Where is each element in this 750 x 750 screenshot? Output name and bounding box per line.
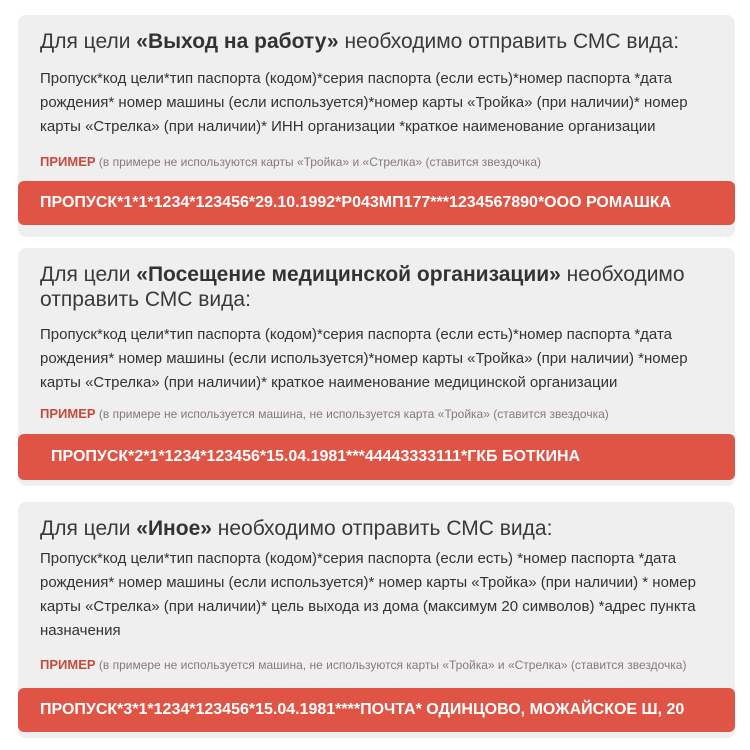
example-sms-code [18,434,735,480]
heading-prefix: Для цели [40,517,137,540]
example-caption [40,406,719,421]
example-caption [40,657,719,672]
example-label: ПРИМЕР [40,406,96,421]
section-heading [40,516,719,541]
section-card-work [18,15,735,237]
sms-format-description: Пропуск*код цели*тип паспорта (кодом)*серия паспорта (если есть)*номер паспорта *дата рождения* номер машины (если используется)*номер карты «Тройка» (при наличии) *номер карты «Стрелка» (при наличии)* краткое наименование медицинской организации [40,326,688,391]
sms-format-description: Пропуск*код цели*тип паспорта (кодом)*серия паспорта (если есть) *номер паспорта *дата рождения* номер машины (если используется)* номер карты «Тройка» (при наличии) * номер карты «Стрелка» (при наличии)* цель выхода из дома (максимум 20 символов) *адрес пункта назначения [40,550,696,639]
sms-format-description: Пропуск*код цели*тип паспорта (кодом)*серия паспорта (если есть)*номер паспорта *дата рождения* номер машины (если используется)*номер карты «Тройка» (при наличии)* номер карты «Стрелка» (при наличии)* ИНН организации *краткое наименование организации [40,70,688,135]
example-note: (в примере не используется машина, не используется карта «Тройка» (ставится звездочка) [95,407,609,421]
example-sms-text: ПРОПУСК*1*1*1234*123456*29.10.1992*Р043МП177***1234567890*ООО РОМАШКА [40,194,672,211]
example-label: ПРИМЕР [40,154,96,169]
example-caption [40,154,719,169]
heading-prefix: Для цели [40,30,137,53]
example-note: (в примере не используются карты «Тройка» и «Стрелка» (ставится звездочка) [95,155,542,169]
section-card-other [18,502,735,738]
example-sms-text: ПРОПУСК*2*1*1234*123456*15.04.1981***44443333111*ГКБ БОТКИНА [51,448,581,465]
heading-goal: «Выход на работу» [136,30,339,53]
example-label: ПРИМЕР [40,657,96,672]
example-sms-code [18,181,735,225]
heading-suffix: необходимо отправить СМС вида: [40,263,685,311]
heading-goal: «Иное» [136,517,212,540]
example-note: (в примере не используется машина, не используются карты «Тройка» и «Стрелка» (ставится звездочка) [95,658,687,672]
section-heading [40,29,719,54]
example-sms-code [18,688,735,732]
heading-goal: «Посещение медицинской организации» [136,263,561,286]
heading-suffix: необходимо отправить СМС вида: [338,30,680,53]
heading-prefix: Для цели [40,263,137,286]
example-sms-text: ПРОПУСК*3*1*1234*123456*15.04.1981****ПОЧТА* ОДИНЦОВО, МОЖАЙСКОЕ Ш, 20 [40,701,685,718]
heading-suffix: необходимо отправить СМС вида: [211,517,553,540]
section-heading [40,262,719,312]
section-card-medical [18,248,735,486]
